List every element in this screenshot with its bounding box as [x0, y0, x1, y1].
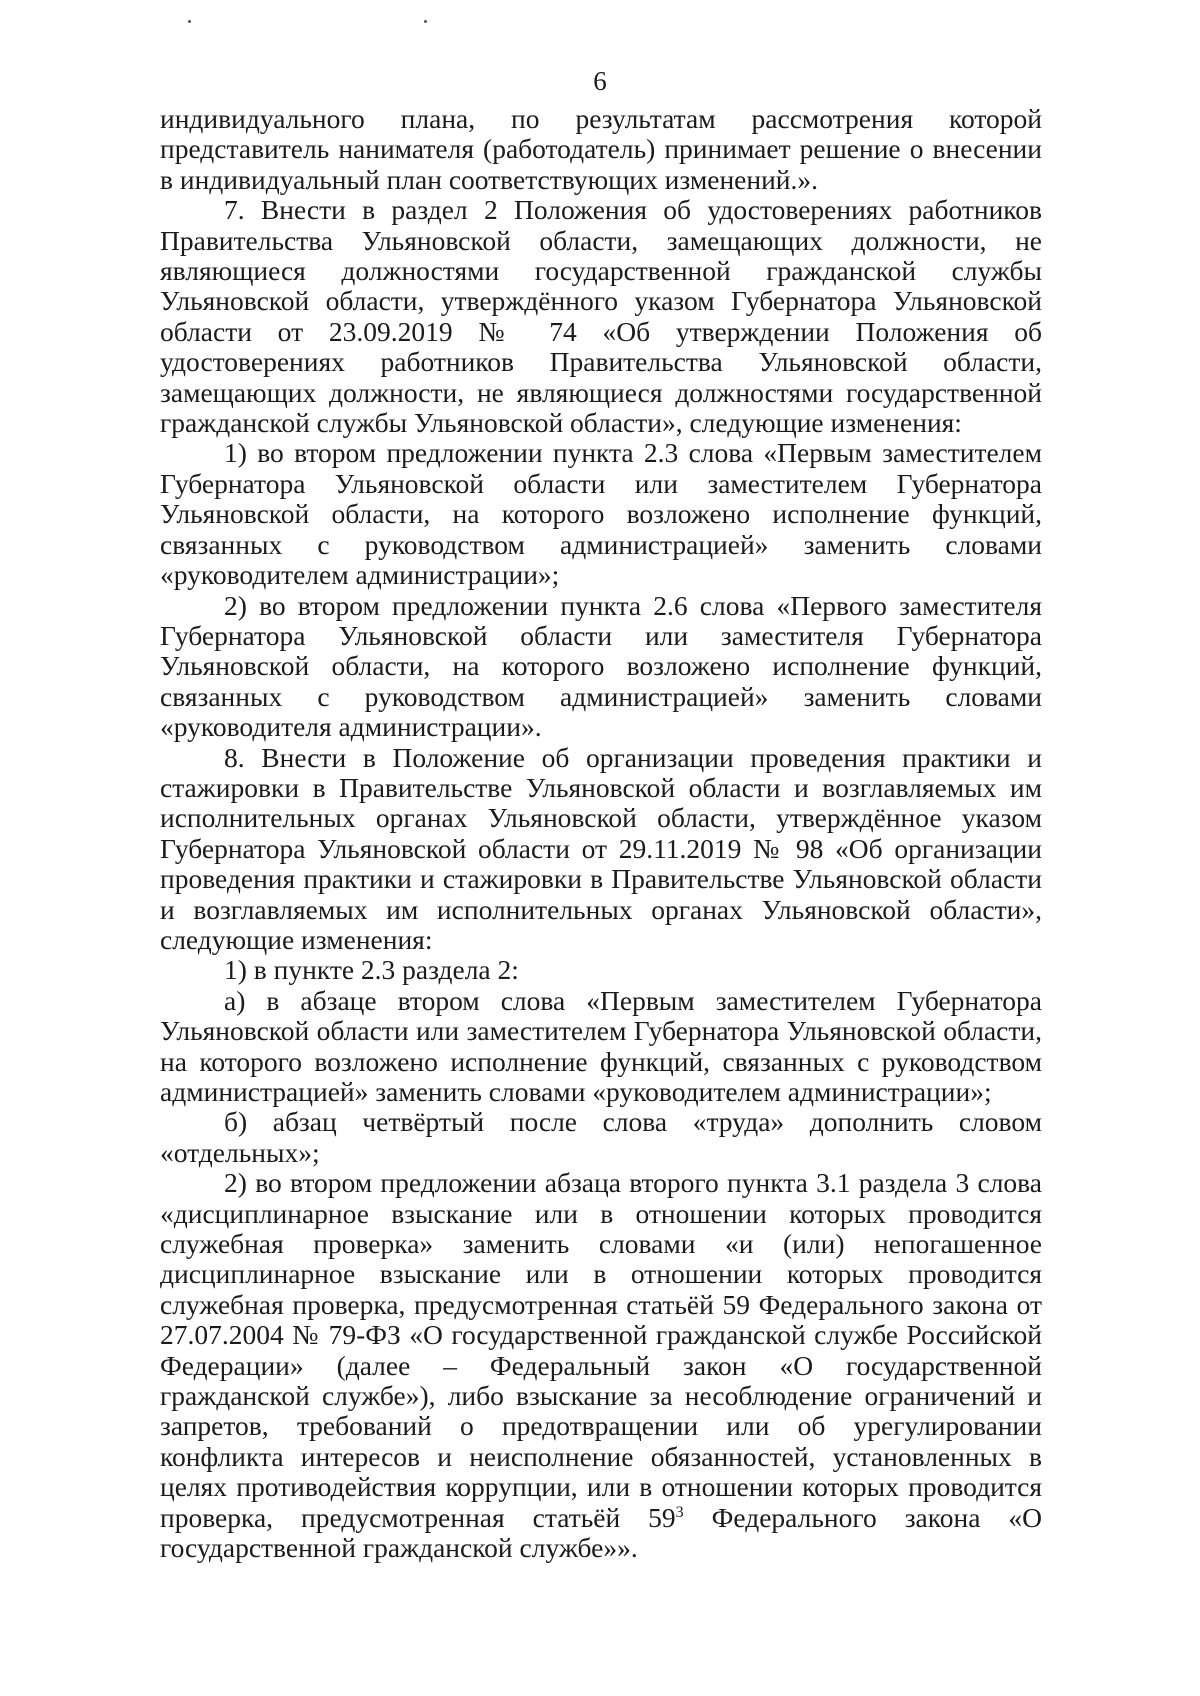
paragraph: 7. Внести в раздел 2 Положения об удостоверениях работников Правительства Ульяновской области, замещающих должности, не являющиеся должностями государственной гражданской службы Ульяновской области, утверждённого указом Губернатора Ульяновской области от 23.09.2019 № 74 «Об утверждении Положения об удостоверениях работников Правительства Ульяновской области, замещающих должности, не являющиеся должностями государственной гражданской службы Ульяновской области», следующие изменения: [160, 194, 1042, 439]
paragraph: б) абзац четвёртый после слова «труда» дополнить словом «отдельных»; [160, 1106, 1042, 1168]
page-number: 6 [593, 66, 607, 96]
superscript: 3 [675, 1503, 684, 1521]
scan-speck [424, 20, 427, 23]
paragraph: 2) во втором предложении пункта 2.6 слова «Первого заместителя Губернатора Ульяновской области или заместителя Губернатора Ульяновской области, на которого возложено исполнение функций, связанных с руководством администрацией» заменить словами «руководителя администрации». [160, 589, 1042, 743]
scan-speck [188, 20, 191, 23]
paragraph-text: 2) во втором предложении абзаца второго пункта 3.1 раздела 3 слова «дисциплинарное взыскание или в отношении которых проводится служебная проверка» заменить словами «и (или) непогашенное дисциплинарное взыскание или в отношении которых проводится служебная проверка, предусмотренная статьёй 59 Федерального закона от 27.07.2004 № 79-ФЗ «О государственной гражданской службе Российской Федерации» (далее – Федеральный закон «О государственной гражданской службе»), либо взыскание за несоблюдение ограничений и запретов, требований о предотвращении или об урегулировании конфликта интересов и неисполнение обязанностей, установленных в целях противодействия коррупции, или в отношении которых проводится проверка, предусмотренная статьёй 59 [160, 1167, 1042, 1533]
paragraph: индивидуального плана, по результатам рассмотрения которой представитель нанимателя (работодатель) принимает решение о внесении в индивидуальный план соответствующих изменений.». [160, 103, 1042, 195]
paragraph: 8. Внести в Положение об организации проведения практики и стажировки в Правительстве Ульяновской области и возглавляемых им исполнительных органах Ульяновской области, утверждённое указом Губернатора Ульяновской области от 29.11.2019 № 98 «Об организации проведения практики и стажировки в Правительстве Ульяновской области и возглавляемых им исполнительных органах Ульяновской области», следующие изменения: [160, 741, 1042, 955]
paragraph: а) в абзаце втором слова «Первым заместителем Губернатора Ульяновской области или заместителем Губернатора Ульяновской области, на которого возложено исполнение функций, связанных с руководством администрацией» заменить словами «руководителем администрации»; [160, 984, 1042, 1107]
document-body [160, 104, 1042, 1564]
paragraph: 1) в пункте 2.3 раздела 2: [224, 954, 519, 986]
paragraph: 1) во втором предложении пункта 2.3 слова «Первым заместителем Губернатора Ульяновской области или заместителем Губернатора Ульяновской области, на которого возложено исполнение функций, связанных с руководством администрацией» заменить словами «руководителем администрации»; [160, 437, 1042, 591]
paragraph-tail: Федерального закона «О государственной гражданской службе»». [160, 1501, 1042, 1564]
paragraph [160, 1168, 1042, 1563]
